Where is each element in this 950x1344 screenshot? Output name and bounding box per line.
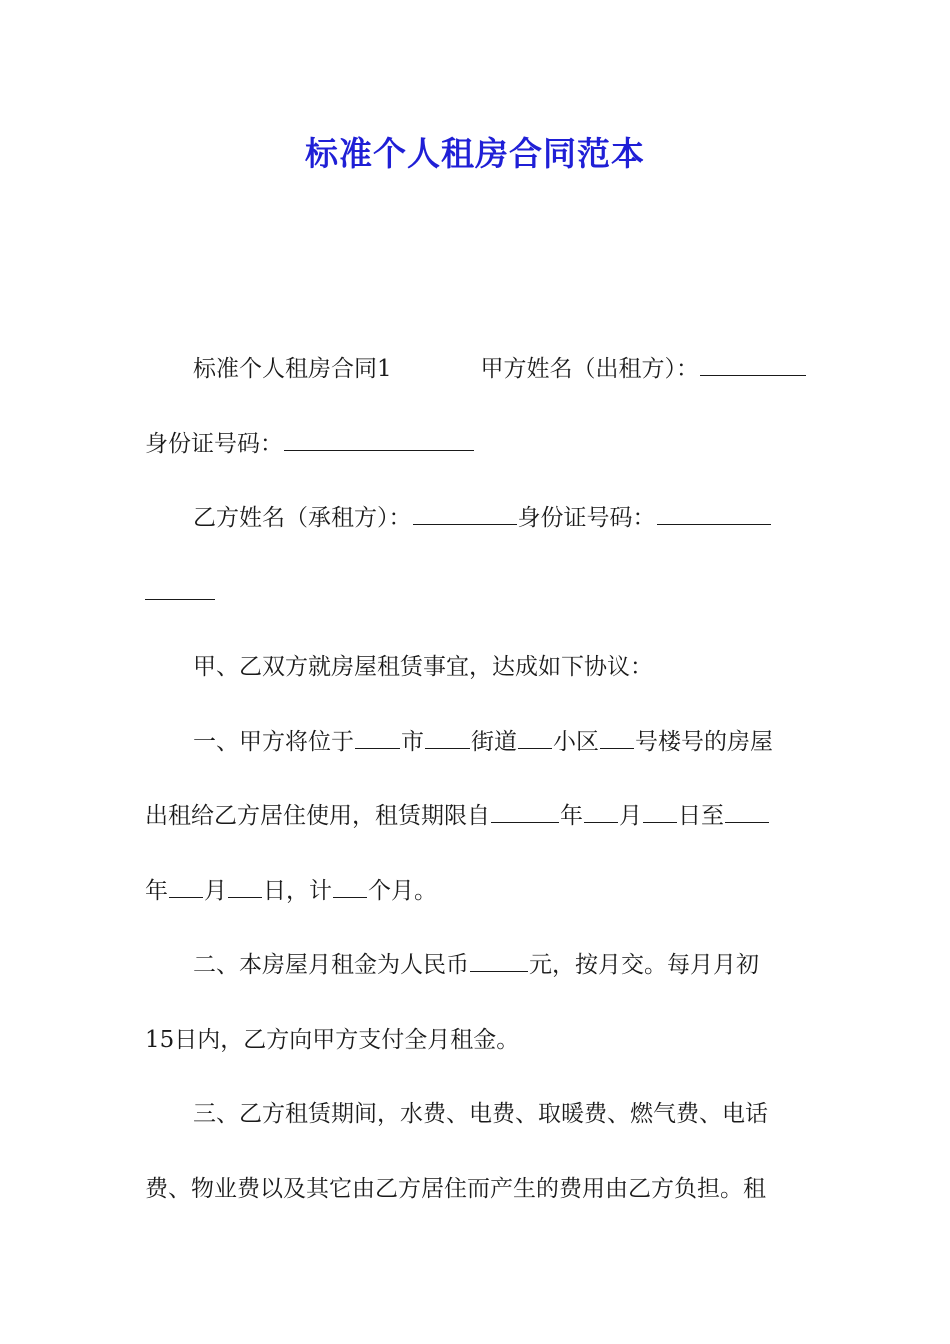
rent-suffix: 元，按月交。每月月初 <box>529 952 759 978</box>
party-a-name-blank <box>700 374 806 376</box>
community-text: 小区 <box>553 728 599 755</box>
clause-2-line-2 <box>145 1003 807 1078</box>
city-blank <box>355 747 400 749</box>
clause-1-line-1 <box>145 705 807 780</box>
contract-body <box>145 332 807 1226</box>
party-a-id-blank <box>284 449 474 451</box>
clause-3-line-1 <box>145 1077 807 1152</box>
start-day-blank <box>643 821 677 823</box>
line-party-a-id <box>145 407 807 482</box>
start-month-blank <box>584 821 618 823</box>
line-party-b <box>145 481 807 556</box>
end-year-text: 年 <box>145 877 168 904</box>
community-blank <box>518 747 552 749</box>
street-text: 街道 <box>471 728 517 755</box>
party-b-name-label: 乙方姓名（承租方）： <box>193 505 412 531</box>
months-blank <box>333 896 367 898</box>
clause-3-text-1: 三、乙方租赁期间，水费、电费、取暖费、燃气费、电话 <box>193 1101 768 1127</box>
start-year-text: 年 <box>560 803 583 829</box>
line-party-b-id-cont <box>145 556 807 631</box>
clause-3-line-2 <box>145 1152 807 1227</box>
months-text: 个月。 <box>368 877 437 904</box>
line-agreement-intro <box>145 630 807 705</box>
clause-2-line-1 <box>145 928 807 1003</box>
party-b-name-blank <box>413 523 517 525</box>
building-blank <box>600 747 634 749</box>
rent-prefix: 二、本房屋月租金为人民币 <box>193 952 469 978</box>
party-a-field <box>481 332 808 407</box>
end-month-blank <box>169 896 203 898</box>
start-year-blank <box>491 821 559 823</box>
start-month-text: 月 <box>619 803 642 829</box>
party-a-id-label: 身份证号码： <box>145 430 283 457</box>
payment-terms: 15日内，乙方向甲方支付全月租金。 <box>145 1026 520 1053</box>
party-a-name-label: 甲方姓名（出租方）： <box>480 356 699 382</box>
start-day-text: 日至 <box>678 803 724 829</box>
rent-amount-blank <box>470 970 528 972</box>
clause-1-line-3 <box>145 854 807 929</box>
street-blank <box>425 747 470 749</box>
city-text: 市 <box>401 728 424 755</box>
clause-1-line-2 <box>145 779 807 854</box>
party-b-id-blank-cont <box>145 598 215 600</box>
party-b-id-blank <box>657 523 771 525</box>
end-day-text: 日，计 <box>263 877 332 904</box>
agreement-intro: 甲、乙双方就房屋租赁事宜，达成如下协议： <box>193 654 653 680</box>
clause-3-text-2: 费、物业费以及其它由乙方居住而产生的费用由乙方负担。租 <box>145 1175 766 1202</box>
clause-1-prefix: 一、甲方将位于 <box>193 728 354 755</box>
contract-heading: 标准个人租房合同1 <box>193 356 392 382</box>
clause-1-suffix: 号楼号的房屋 <box>635 728 773 755</box>
end-day-blank <box>228 896 262 898</box>
document-title: 标准个人租房合同范本 <box>305 134 645 173</box>
party-b-id-label: 身份证号码： <box>517 505 656 531</box>
line-party-a <box>145 332 807 407</box>
end-year-blank <box>725 821 769 823</box>
end-month-text: 月 <box>204 877 227 904</box>
lease-period-prefix: 出租给乙方居住使用，租赁期限自 <box>145 803 490 829</box>
